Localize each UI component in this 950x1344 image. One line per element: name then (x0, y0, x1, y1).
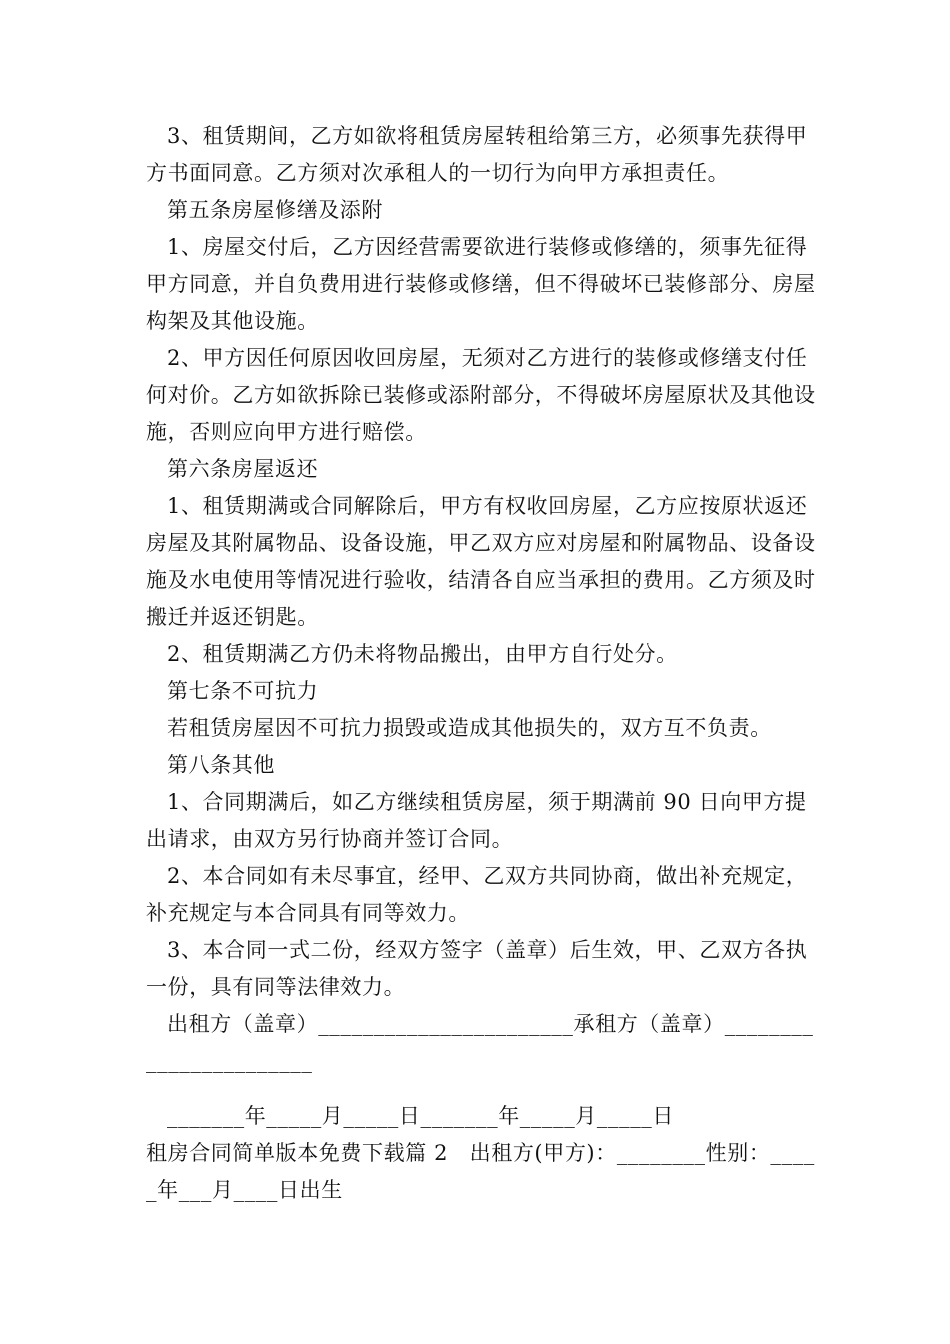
heading-article-5: 第五条房屋修缮及添附 (167, 198, 383, 222)
heading-article-8: 第八条其他 (167, 753, 275, 777)
clause-renovation-1: 1、房屋交付后，乙方因经营需要欲进行装修或修缮的，须事先征得甲方同意，并自负费用进行装修或修缮，但不得破坏已装修部分、房屋构架及其他设施。 (146, 235, 816, 333)
clause-force-majeure: 若租赁房屋因不可抗力损毁或造成其他损失的，双方互不负责。 (167, 716, 772, 740)
spacer (146, 1080, 818, 1098)
heading-article-6: 第六条房屋返还 (167, 457, 319, 481)
next-contract-heading: 租房合同简单版本免费下载篇 2 出租方(甲方)：________性别：_____年___月____日出生 (146, 1141, 815, 1202)
clause-return-1: 1、租赁期满或合同解除后，甲方有权收回房屋，乙方应按原状返还房屋及其附属物品、设备设施，甲乙双方应对房屋和附属物品、设备设施及水电使用等情况进行验收，结清各自应当承担的费用。乙方须及时搬迁并返还钥匙。 (146, 494, 816, 629)
clause-renovation-2: 2、甲方因任何原因收回房屋，无须对乙方进行的装修或修缮支付任何对价。乙方如欲拆除已装修或添附部分，不得破坏房屋原状及其他设施，否则应向甲方进行赔偿。 (146, 346, 816, 444)
document-body (146, 118, 818, 1209)
clause-other-3: 3、本合同一式二份，经双方签字（盖章）后生效，甲、乙双方各执一份，具有同等法律效力。 (146, 938, 808, 999)
date-line: _______年_____月_____日_______年_____月_____日 (167, 1104, 674, 1128)
clause-other-1: 1、合同期满后，如乙方继续租赁房屋，须于期满前 90 日向甲方提出请求，由双方另行协商并签订合同。 (146, 790, 807, 851)
signature-line: 出租方（盖章）_______________________承租方（盖章）_______________________ (146, 1012, 814, 1073)
heading-article-7: 第七条不可抗力 (167, 679, 319, 703)
clause-sublease: 3、租赁期间，乙方如欲将租赁房屋转租给第三方，必须事先获得甲方书面同意。乙方须对次承租人的一切行为向甲方承担责任。 (146, 124, 808, 185)
clause-return-2: 2、租赁期满乙方仍未将物品搬出，由甲方自行处分。 (167, 642, 678, 666)
clause-other-2: 2、本合同如有未尽事宜，经甲、乙双方共同协商，做出补充规定，补充规定与本合同具有同等效力。 (146, 864, 808, 925)
